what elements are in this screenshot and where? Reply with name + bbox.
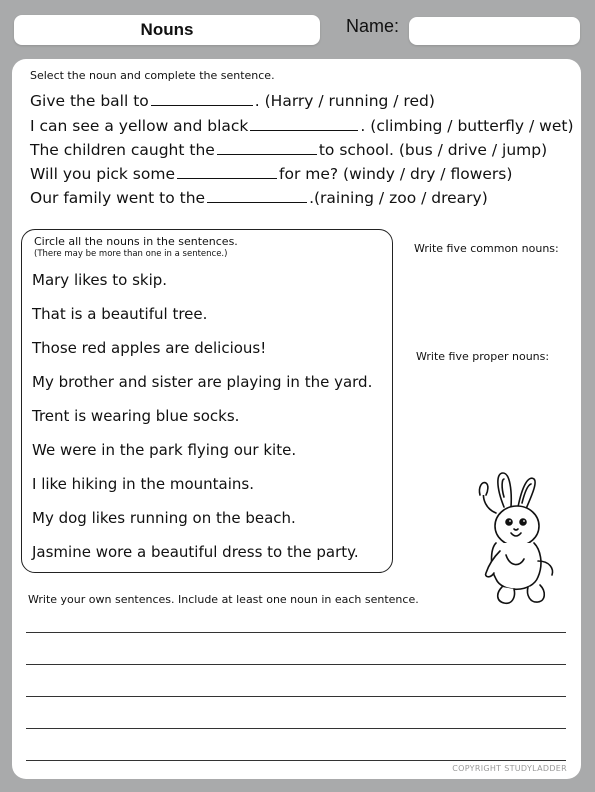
sentence[interactable]: My dog likes running on the beach. [32,509,296,527]
section2-instruction: Circle all the nouns in the sentences. [34,235,238,248]
fill-row [30,140,547,159]
fill-row [30,188,488,207]
common-nouns-label: Write five common nouns: [414,242,559,255]
fill-row [30,91,435,110]
writing-line[interactable] [26,760,566,761]
writing-line[interactable] [26,696,566,697]
row-text-after: . (Harry / running / red) [254,92,435,110]
title-text: Nouns [140,20,194,39]
name-field[interactable] [409,17,580,45]
circle-nouns-box [21,229,393,573]
writing-line[interactable] [26,632,566,633]
sentence[interactable]: Those red apples are delicious! [32,339,267,357]
sentence[interactable]: Jasmine wore a beautiful dress to the party. [32,543,359,561]
answer-blank[interactable] [151,91,253,106]
row-text-before: Give the ball to [30,92,149,110]
answer-blank[interactable] [250,116,358,131]
sentence[interactable]: We were in the park flying our kite. [32,441,297,459]
fill-row [30,164,512,183]
writing-line[interactable] [26,664,566,665]
row-text-after: to school. (bus / drive / jump) [318,141,548,159]
answer-blank[interactable] [177,164,277,179]
row-text-after: . (climbing / butterfly / wet) [360,117,574,135]
answer-blank[interactable] [217,140,317,155]
row-text-after: for me? (windy / dry / flowers) [279,165,513,183]
row-text-before: Will you pick some [30,165,176,183]
fill-row [30,116,574,135]
copyright-notice: COPYRIGHT STUDYLADDER [452,764,567,773]
answer-blank[interactable] [207,188,307,203]
worksheet-title [14,15,320,45]
section2-note: (There may be more than one in a sentence.) [34,249,228,259]
row-text-before: I can see a yellow and black [30,117,249,135]
sentence[interactable]: Mary likes to skip. [32,271,168,289]
row-text-after: .(raining / zoo / dreary) [309,189,488,207]
section3-instruction: Write your own sentences. Include at least one noun in each sentence. [28,593,419,606]
row-text-before: The children caught the [30,141,215,159]
sentence[interactable]: My brother and sister are playing in the yard. [32,373,373,391]
worksheet-sheet [12,59,581,779]
name-label: Name: [346,16,400,36]
proper-nouns-label: Write five proper nouns: [416,350,550,363]
sentence[interactable]: Trent is wearing blue socks. [32,407,240,425]
sentence[interactable]: I like hiking in the mountains. [32,475,254,493]
section1-instruction: Select the noun and complete the sentence. [30,69,275,82]
sentence[interactable]: That is a beautiful tree. [32,305,208,323]
bunny-pointing-icon [460,469,562,619]
writing-line[interactable] [26,728,566,729]
row-text-before: Our family went to the [30,189,206,207]
